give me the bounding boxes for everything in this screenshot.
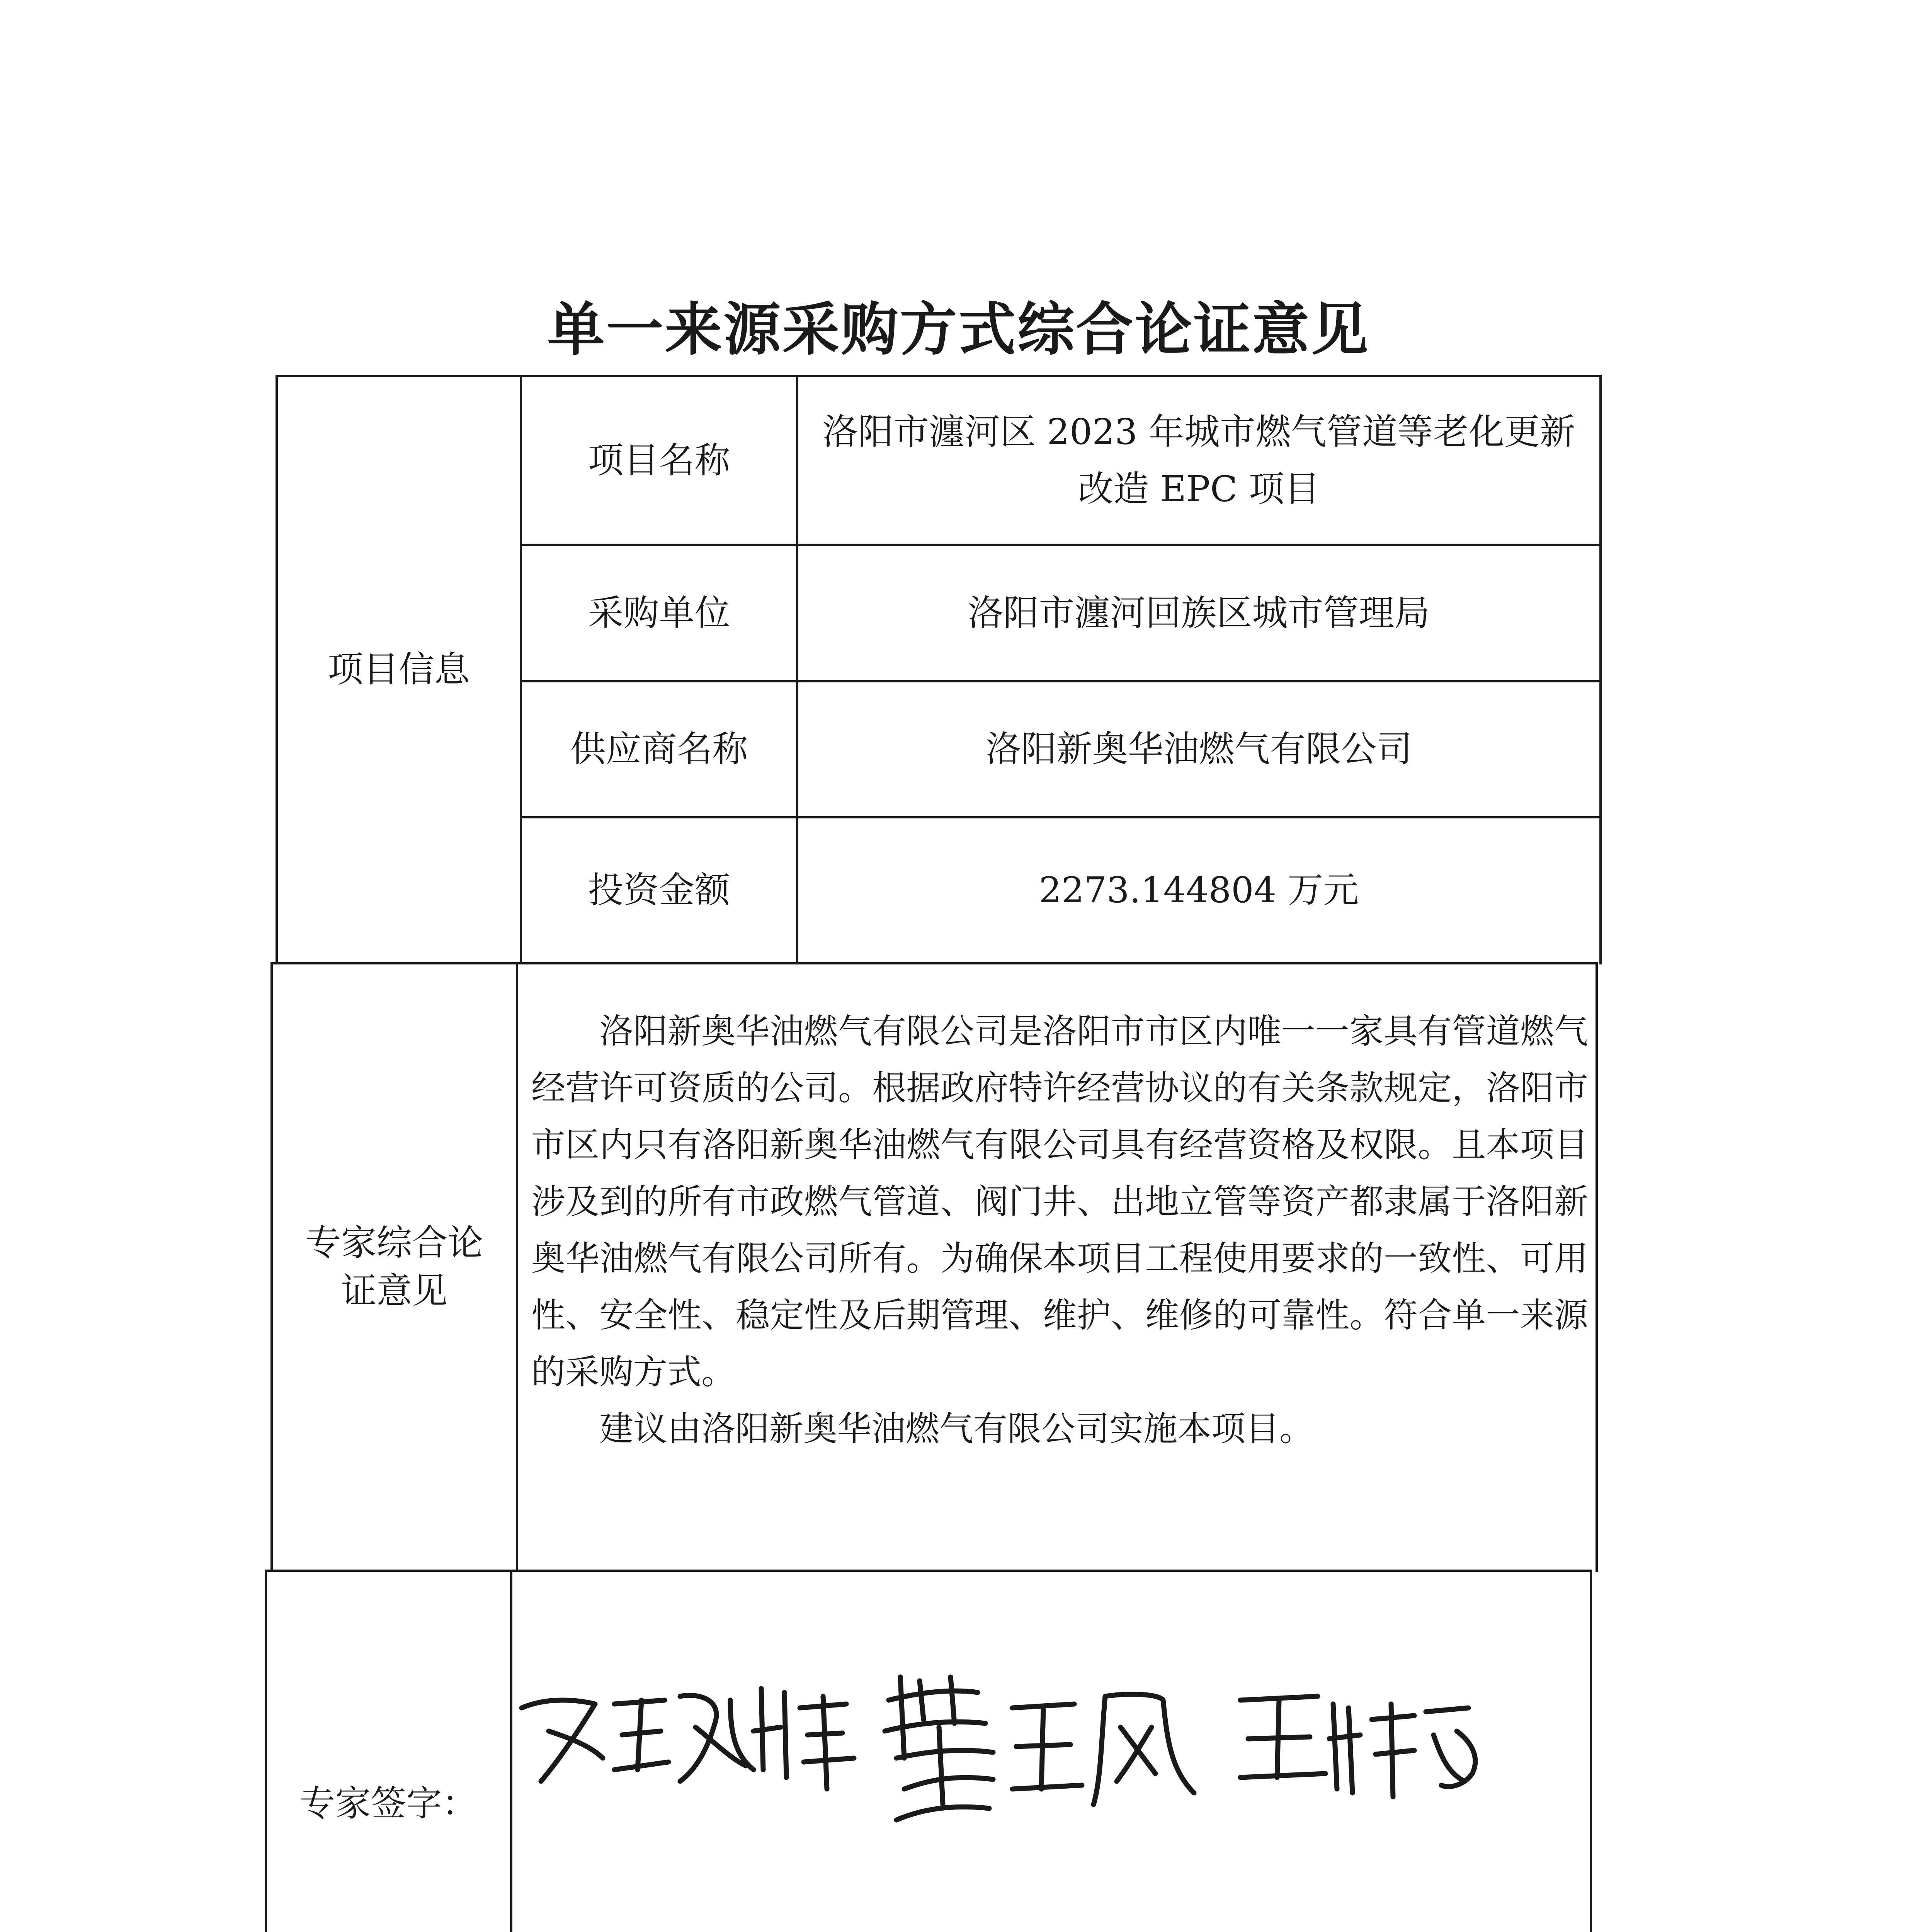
- expert-signatures: [514, 1642, 1588, 1835]
- project-name-line-2: 改造 EPC 项目: [1078, 468, 1320, 510]
- project-name-value: [798, 377, 1599, 544]
- project-info-label: 项目信息: [327, 649, 470, 690]
- opinion-paragraph-2: 建议由洛阳新奥华油燃气有限公司实施本项目。: [599, 1409, 1314, 1449]
- expert-opinion-label: [273, 964, 516, 1570]
- signature-2: [885, 1677, 1194, 1820]
- signature-label: 专家签字：: [299, 1783, 478, 1825]
- project-name-label: 项目名称: [588, 439, 730, 481]
- opinion-paragraph-1: 洛阳新奥华油燃气有限公司是洛阳市市区内唯一一家具有管道燃气经营许可资质的公司。根据政府特许经营协议的有关条款规定，洛阳市市区内只有洛阳新奥华油燃气有限公司具有经营资格及权限。且本项目涉及到的所有市政燃气管道、阀门井、出地立管等资产都隶属于洛阳新奥华油燃气有限公司所有。为确保本项目工程使用要求的一致性、可用性、安全性、稳定性及后期管理、维护、维修的可靠性。符合单一来源的采购方式。: [531, 1011, 1588, 1392]
- expert-opinion-text: [531, 1003, 1588, 1457]
- purchaser-value: 洛阳市瀍河回族区城市管理局: [968, 592, 1430, 634]
- page-title: 单一来源采购方式综合论证意见: [547, 296, 1370, 363]
- expert-opinion-label-line-2: 证意见: [341, 1270, 448, 1311]
- signature-1: [522, 1689, 854, 1789]
- expert-opinion-label-line-1: 专家综合论: [305, 1222, 483, 1264]
- signature-3: [1240, 1696, 1475, 1797]
- supplier-label: 供应商名称: [570, 728, 748, 770]
- project-name-line-1: 洛阳市瀍河区 2023 年城市燃气管道等老化更新: [822, 411, 1575, 453]
- supplier-value: 洛阳新奥华油燃气有限公司: [985, 728, 1412, 770]
- purchaser-label: 采购单位: [588, 592, 730, 634]
- investment-label: 投资金额: [588, 869, 730, 911]
- investment-value: 2273.144804 万元: [1039, 869, 1359, 911]
